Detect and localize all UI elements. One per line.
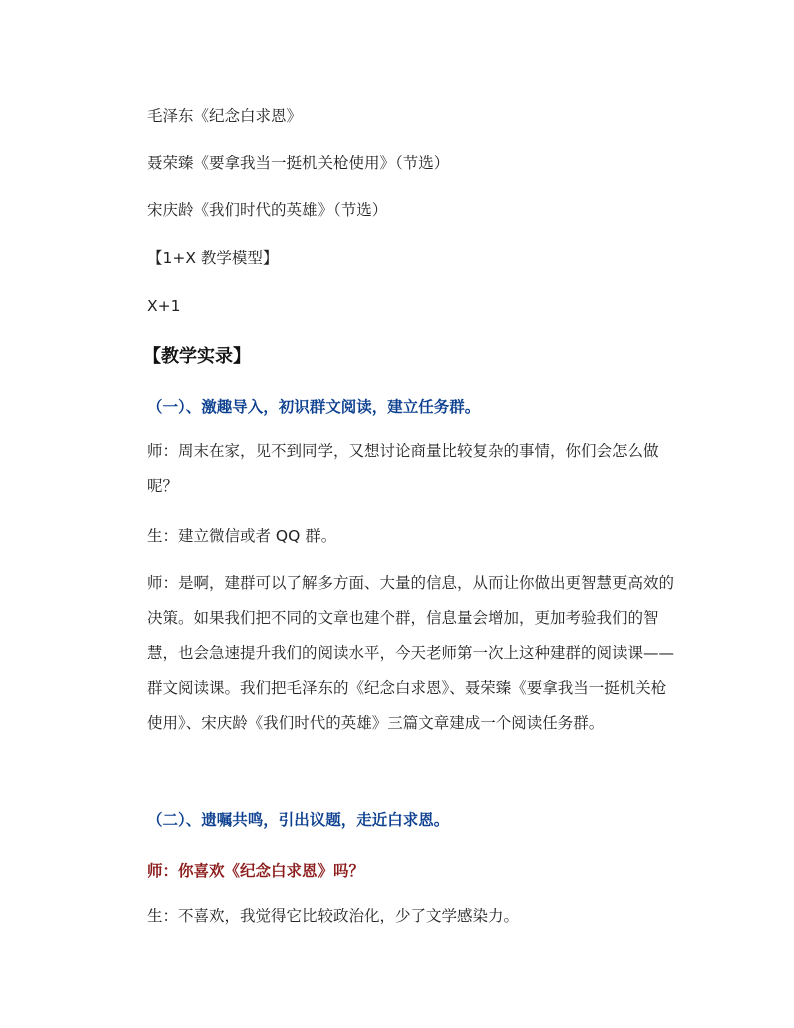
student-reply-paragraph: 生：不喜欢，我觉得它比较政治化，少了文学感染力。 [147,907,520,925]
teacher-question-heading: 师：你喜欢《纪念白求恩》吗？ [147,861,365,880]
teaching-model-label: 【1+X 教学模型】 [147,249,279,267]
reading-list-item-1: 毛泽东《纪念白求恩》 [147,107,303,125]
section-two-heading: （二）、遗嘱共鸣，引出议题，走近白求恩。 [147,810,450,829]
reading-list-item-3: 宋庆龄《我们时代的英雄》（节选） [147,201,388,219]
teaching-record-title: 【教学实录】 [143,346,251,367]
teaching-model-value: X+1 [147,297,181,315]
teacher-question-paragraph: 师：周末在家，见不到同学，又想讨论商量比较复杂的事情，你们会怎么做呢？ [147,442,659,495]
student-answer-paragraph: 生：建立微信或者 QQ 群。 [147,527,337,545]
reading-list-item-2: 聂荣臻《要拿我当一挺机关枪使用》（节选） [147,154,450,172]
teacher-explanation-paragraph: 师：是啊，建群可以了解多方面、大量的信息，从而让你做出更智慧更高效的决策。如果我们把不同的文章也建个群，信息量会增加，更加考验我们的智慧，也会急速提升我们的阅读水平，今天老师第一次上这种建群的阅读课——群文阅读课。我们把毛泽东的《纪念白求恩》、聂荣臻《要拿我当一挺机关枪使用》、宋庆龄《我们时代的英雄》三篇文章建成一个阅读任务群。 [147,574,675,732]
section-one-heading: （一）、激趣导入，初识群文阅读，建立任务群。 [147,397,481,416]
